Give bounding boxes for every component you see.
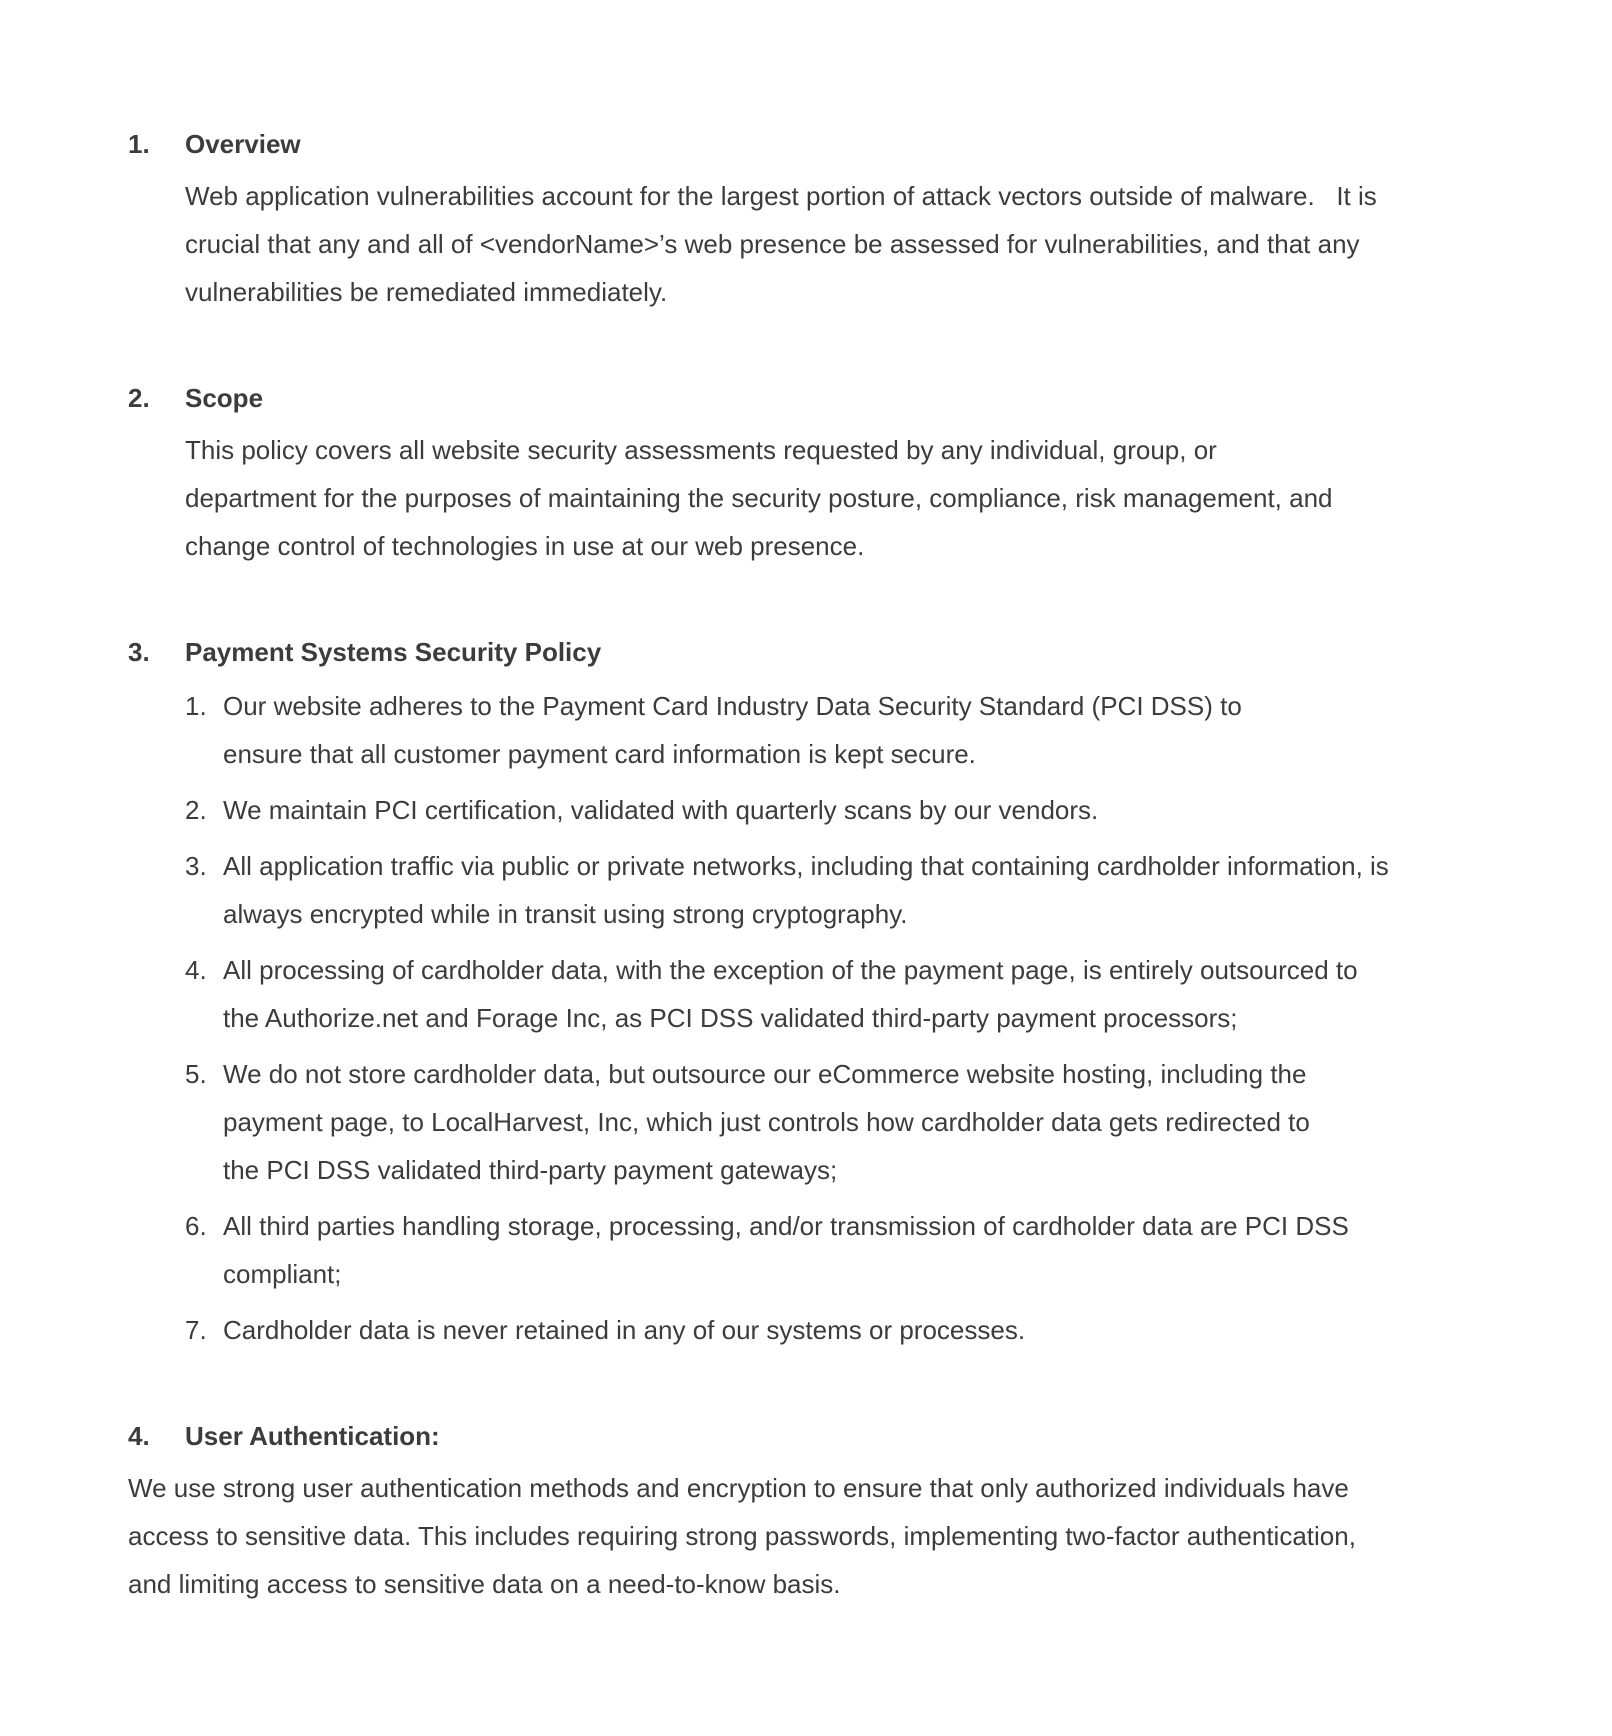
policy-item-text: All third parties handling storage, processing, and/or transmission of cardholder data are PCI DSS compliant; <box>223 1211 1357 1289</box>
section-overview-heading <box>128 120 1542 168</box>
policy-item <box>185 842 1542 938</box>
section-number: 2. <box>128 383 150 413</box>
section-overview-body: Web application vulnerabilities account for the largest portion of attack vectors outside of malware. It is crucial that any and all of <vendorName>’s web presence be assessed for vulnerabilities, and that any vulnerabilities be remediated immediately. <box>185 181 1385 307</box>
policy-item-number: 4. <box>185 955 207 985</box>
section-number: 3. <box>128 637 150 667</box>
section-number: 4. <box>128 1421 150 1451</box>
policy-item-number: 2. <box>185 795 207 825</box>
policy-item-number: 7. <box>185 1315 207 1345</box>
policy-item <box>185 682 1542 778</box>
section-scope-heading <box>128 374 1542 422</box>
policy-item <box>185 946 1542 1042</box>
policy-item <box>185 1050 1542 1194</box>
policy-item <box>185 1306 1542 1354</box>
section-payment-heading <box>128 628 1542 676</box>
section-overview <box>128 120 1542 316</box>
policy-item-number: 6. <box>185 1211 207 1241</box>
section-user-authentication <box>128 1412 1542 1608</box>
policy-item-text: All application traffic via public or private networks, including that containing cardholder information, is always encrypted while in transit using strong cryptography. <box>223 851 1397 929</box>
policy-item <box>185 1202 1542 1298</box>
section-title: Scope <box>185 383 264 413</box>
policy-item <box>185 786 1542 834</box>
section-user-auth-heading <box>128 1412 1542 1460</box>
policy-item-text: All processing of cardholder data, with the exception of the payment page, is entirely outsourced to the Authorize.net and Forage Inc, as PCI DSS validated third-party payment processors; <box>223 955 1365 1033</box>
section-scope <box>128 374 1542 570</box>
policy-item-text: We maintain PCI certification, validated with quarterly scans by our vendors. <box>223 795 1099 825</box>
payment-policy-list <box>128 682 1542 1354</box>
section-title: Overview <box>185 129 301 159</box>
section-title: Payment Systems Security Policy <box>185 637 602 667</box>
section-user-auth-body: We use strong user authentication methods and encryption to ensure that only authorized individuals have access to sensitive data. This includes requiring strong passwords, implementing two-factor authentication, and limiting access to sensitive data on a need-to-know basis. <box>128 1473 1364 1599</box>
policy-item-text: Cardholder data is never retained in any of our systems or processes. <box>223 1315 1026 1345</box>
policy-item-text: We do not store cardholder data, but outsource our eCommerce website hosting, including the payment page, to LocalHarvest, Inc, which just controls how cardholder data gets redirected to the PCI DSS validated third-party payment gateways; <box>223 1059 1318 1185</box>
section-number: 1. <box>128 129 150 159</box>
policy-item-number: 5. <box>185 1059 207 1089</box>
section-title: User Authentication: <box>185 1421 440 1451</box>
section-scope-body: This policy covers all website security assessments requested by any individual, group, or department for the purposes of maintaining the security posture, compliance, risk management, and change control of technologies in use at our web presence. <box>185 435 1340 561</box>
section-payment-security-policy <box>128 628 1542 1354</box>
policy-item-text: Our website adheres to the Payment Card Industry Data Security Standard (PCI DSS) to ensure that all customer payment card information is kept secure. <box>223 691 1250 769</box>
policy-item-number: 1. <box>185 691 207 721</box>
policy-item-number: 3. <box>185 851 207 881</box>
